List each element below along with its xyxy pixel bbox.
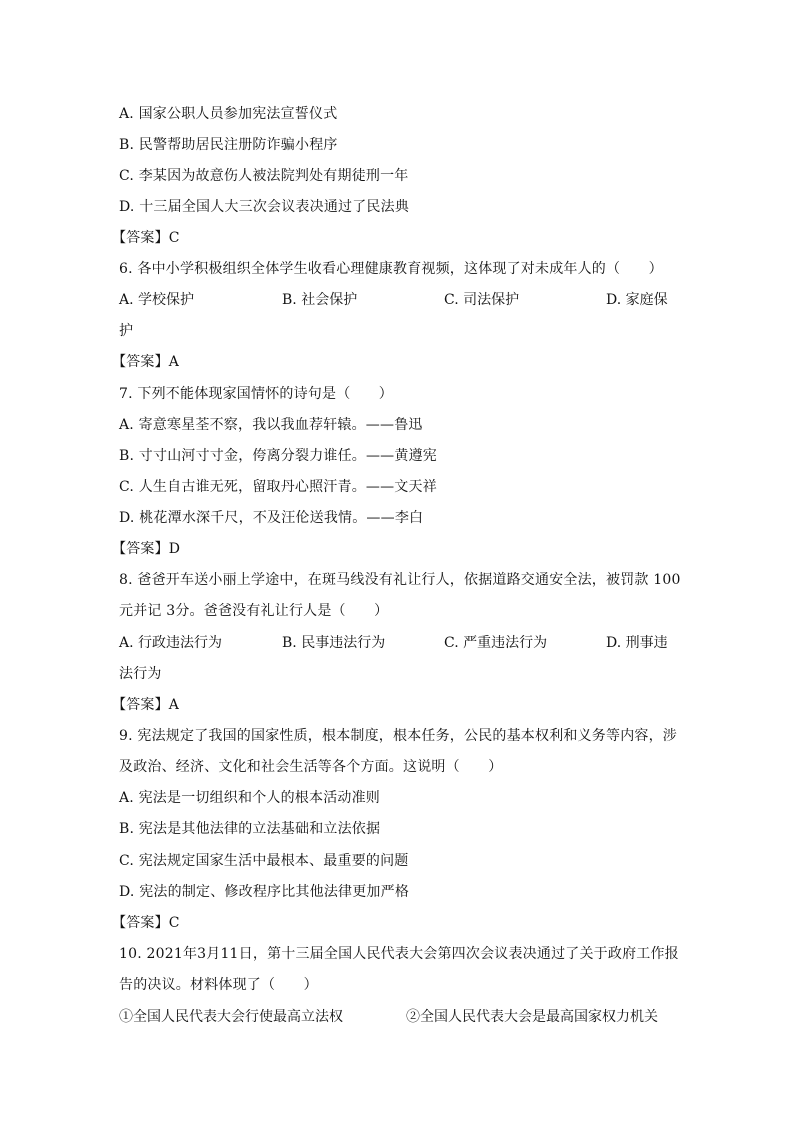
q5-option-c: C. 李某因为故意伤人被法院判处有期徒刑一年: [119, 168, 409, 184]
q9-option-b: B. 宪法是其他法律的立法基础和立法依据: [119, 821, 381, 837]
q6-option-d: D. 家庭保: [606, 292, 668, 308]
q5-answer: 【答案】C: [112, 230, 180, 246]
q6-stem: 6. 各中小学积极组织全体学生收看心理健康教育视频，这体现了对未成年人的（ ）: [119, 261, 663, 277]
q10-item-2: ②全国人民代表大会是最高国家权力机关: [406, 1009, 658, 1025]
q7-answer: 【答案】D: [112, 541, 181, 557]
q7-option-d: D. 桃花潭水深千尺，不及汪伦送我情。——李白: [119, 510, 424, 526]
q9-stem-line1: 9. 宪法规定了我国的国家性质，根本制度，根本任务，公民的基本权利和义务等内容，涉: [119, 728, 678, 744]
q9-option-c: C. 宪法规定国家生活中最根本、最重要的问题: [119, 853, 409, 869]
q7-option-b: B. 寸寸山河寸寸金，侉离分裂力谁任。——黄遵宪: [119, 448, 437, 464]
q7-option-c: C. 人生自古谁无死，留取丹心照汗青。——文天祥: [119, 479, 437, 495]
q6-option-a: A. 学校保护: [119, 292, 195, 308]
q8-option-c: C. 严重违法行为: [444, 635, 548, 651]
q6-option-c: C. 司法保护: [444, 292, 520, 308]
q8-stem-line1: 8. 爸爸开车送小丽上学途中，在斑马线没有礼让行人，依据道路交通安全法，被罚款 100: [119, 572, 681, 588]
q10-item-1: ①全国人民代表大会行使最高立法权: [119, 1009, 343, 1025]
q6-option-d-wrap: 护: [119, 323, 134, 339]
q5-option-d: D. 十三届全国人大三次会议表决通过了民法典: [119, 199, 410, 215]
q5-option-a: A. 国家公职人员参加宪法宣誓仪式: [119, 106, 338, 122]
q6-answer: 【答案】A: [112, 354, 180, 370]
q8-option-b: B. 民事违法行为: [282, 635, 386, 651]
q7-stem: 7. 下列不能体现家国情怀的诗句是（ ）: [119, 386, 394, 402]
q10-stem-line2: 告的决议。材料体现了（ ）: [119, 977, 318, 993]
q6-option-b: B. 社会保护: [282, 292, 358, 308]
q8-option-d: D. 刑事违: [606, 635, 668, 651]
q8-answer: 【答案】A: [112, 697, 180, 713]
q5-option-b: B. 民警帮助居民注册防诈骗小程序: [119, 137, 338, 153]
q7-option-a: A. 寄意寒星荃不察，我以我血荐轩辕。——鲁迅: [119, 417, 423, 433]
q9-answer: 【答案】C: [112, 915, 180, 931]
q9-stem-line2: 及政治、经济、文化和社会生活等各个方面。这说明（ ）: [119, 759, 503, 775]
q8-option-d-wrap: 法行为: [119, 666, 162, 682]
q8-stem-line2: 元并记 3分。爸爸没有礼让行人是（ ）: [119, 603, 389, 619]
q9-option-a: A. 宪法是一切组织和个人的根本活动准则: [119, 790, 381, 806]
q10-stem-line1: 10. 2021年3月11日，第十三届全国人民代表大会第四次会议表决通过了关于政府工作报: [119, 946, 679, 962]
q9-option-d: D. 宪法的制定、修改程序比其他法律更加严格: [119, 884, 410, 900]
q8-option-a: A. 行政违法行为: [119, 635, 223, 651]
